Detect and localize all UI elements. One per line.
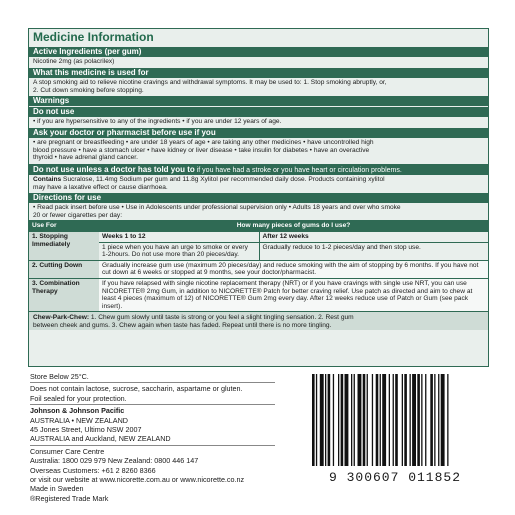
stroke-warning: [29, 163, 488, 175]
barcode-bar: [438, 374, 439, 466]
ask-line: thyroid • have adrenal gland cancer.: [33, 154, 138, 162]
barcode-bar: [376, 374, 379, 466]
barcode-number: 9 300607 011852: [328, 470, 462, 485]
barcode-bar: [447, 374, 448, 466]
made-in-text: Made in Sweden: [30, 484, 84, 494]
dosage-table: [29, 220, 488, 311]
barcode-bar: [417, 374, 420, 466]
usage-text: [29, 78, 488, 95]
stroke-warning-rest: if you have had a stroke or you have heart or circulation problems.: [194, 166, 402, 174]
active-ingredients-text: Nicotine 2mg (as polacrilex): [33, 58, 115, 65]
barcode-bar: [341, 374, 344, 466]
do-not-use-text: • if you are hypersensitive to any of the ingredients • if you are under 12 years of age.: [33, 118, 282, 126]
barcode-bar: [389, 374, 390, 466]
barcode-bar: [367, 374, 368, 466]
barcode-bar: [410, 374, 411, 466]
trademark-text: ®Registered Trade Mark: [30, 493, 109, 503]
consumer-care-text: Consumer Care Centre: [30, 446, 105, 456]
ask-line: • are pregnant or breastfeeding • are under 18 years of age • are taking any other medicines • have uncontrolled high: [33, 139, 374, 147]
use-for-header: Use For: [29, 221, 99, 232]
barcode-bar: [338, 374, 339, 466]
storage-and-contact-info: [30, 372, 280, 503]
barcode-bar: [402, 374, 403, 466]
barcode-bar: [441, 374, 445, 466]
barcode-bar: [354, 374, 355, 466]
ask-doctor-text: [29, 138, 488, 163]
barcode-bar: [421, 374, 422, 466]
after-12-weeks-header: After 12 weeks: [259, 231, 488, 242]
barcode-bar: [351, 374, 352, 466]
active-ingredients-header: Active Ingredients (per gum): [29, 46, 488, 57]
cutting-down-text: Gradually increase gum use (maximum 20 pieces/day) and reduce smoking with the aim of stopping by 6 months. If you have not cut down at 6 weeks or stopped at 9 months, see your doctor/pharmacist.: [99, 260, 488, 278]
phone-numbers: Australia: 1800 029 979 New Zealand: 0800 446 147: [30, 456, 199, 466]
barcode-bar: [412, 374, 416, 466]
barcode-bar: [404, 374, 407, 466]
do-not-use-header: Do not use: [29, 106, 488, 117]
barcode-bar: [425, 374, 426, 466]
how-many-header: How many pieces of gums do I use?: [99, 221, 488, 232]
barcode-bar: [328, 374, 331, 466]
warnings-header: Warnings: [29, 95, 488, 106]
contains-text: [29, 175, 488, 192]
storage-text: Store Below 25°C.: [30, 372, 89, 381]
ask-line: blood pressure • have a stomach ulcer • have kidney or liver disease • take insulin for diabetes • have an overactive: [33, 146, 370, 154]
chew-line: between cheek and gums. 3. Chew again when taste has faded. Repeat until there is no more tingling.: [33, 321, 332, 329]
directions-line: 20 or fewer cigarettes per day:: [33, 211, 123, 219]
contains-line: Sucralose, 11.4mg Sodium per gum and 11.8g Xylitol per recommended daily dose. Products containing xylitol: [61, 175, 385, 183]
combination-therapy-text: If you have relapsed with single nicotine replacement therapy (NRT) or if you have cravings with single use NRT, you can use NICORETTE® 2mg Gum, in addition to NICORETTE® Patch for better craving relief. Use patch as directed and aim to chew at least 4 pieces (maximum of 12) of NICORETTE® Gum 2mg every day. After 12 weeks reduce use of Patch or Gum (see pack insert).: [99, 278, 488, 311]
barcode: [300, 372, 490, 490]
contains-line: may have a laxative effect or cause diarrhoea.: [33, 183, 168, 191]
barcode-bars-graphic: [300, 372, 490, 472]
ask-doctor-header: Ask your doctor or pharmacist before use if you: [29, 127, 488, 138]
barcode-bar: [333, 374, 334, 466]
barcode-bar: [434, 374, 435, 466]
barcode-bar: [430, 374, 433, 466]
barcode-bar: [358, 374, 362, 466]
divider: [30, 404, 275, 405]
directions-text: [29, 203, 488, 220]
chew-bold: Chew-Park-Chew:: [33, 314, 90, 322]
barcode-bar: [372, 374, 373, 466]
foil-text: Foil sealed for your protection.: [30, 393, 127, 403]
usage-header: What this medicine is used for: [29, 67, 488, 78]
barcode-bar: [363, 374, 366, 466]
contains-bold: Contains: [33, 175, 62, 183]
stroke-warning-bold: Do not use unless a doctor has told you to: [33, 164, 195, 174]
usage-line: 2. Cut down smoking before stopping.: [33, 86, 144, 94]
address-line: AUSTRALIA • NEW ZEALAND: [30, 415, 128, 425]
barcode-bar: [395, 374, 398, 466]
chew-park-chew: [29, 311, 488, 330]
cutting-down-label: 2. Cutting Down: [29, 260, 99, 278]
barcode-bar: [325, 374, 326, 466]
medicine-information-panel: [28, 28, 489, 367]
stopping-immediately-label: 1. Stopping Immediately: [29, 231, 99, 260]
address-line: AUSTRALIA and Auckland, NEW ZEALAND: [30, 434, 171, 444]
panel-title: Medicine Information: [33, 30, 154, 44]
barcode-bar: [380, 374, 381, 466]
no-contain-text: Does not contain lactose, sucrose, saccharin, aspartame or gluten.: [30, 384, 243, 394]
barcode-bar: [382, 374, 386, 466]
website-text: or visit our website at www.nicorette.com.au or www.nicorette.co.nz: [30, 475, 245, 485]
company-name: Johnson & Johnson Pacific: [30, 406, 125, 416]
barcode-bar: [393, 374, 394, 466]
address-line: 45 Jones Street, Ultimo NSW 2007: [30, 425, 142, 435]
directions-line: • Read pack insert before use • Use in Adolescents under professional supervision only • Adults 18 years and over who smoke: [33, 204, 401, 212]
barcode-bar: [316, 374, 317, 466]
barcode-bar: [312, 374, 315, 466]
overseas-phone: Overseas Customers: +61 2 8260 8366: [30, 465, 156, 475]
combination-therapy-label: 3. Combination Therapy: [29, 278, 99, 311]
divider: [30, 445, 275, 446]
divider: [30, 382, 275, 383]
barcode-bar: [345, 374, 349, 466]
chew-line: 1. Chew gum slowly until taste is strong or you feel a slight tingling sensation. 2. Rest gum: [89, 314, 354, 322]
weeks-1-12-header: Weeks 1 to 12: [99, 231, 259, 242]
barcode-bar: [320, 374, 324, 466]
after-12-weeks-text: Gradually reduce to 1-2 pieces/day and then stop use.: [259, 242, 488, 260]
usage-line: A stop smoking aid to relieve nicotine cravings and withdrawal symptoms. It may be used to: 1. Stop smoking abruptly, or,: [33, 79, 387, 86]
weeks-1-12-text: 1 piece when you have an urge to smoke or every 1-2hours. Do not use more than 20 pieces/day.: [99, 242, 259, 260]
directions-header: Directions for use: [29, 192, 488, 203]
